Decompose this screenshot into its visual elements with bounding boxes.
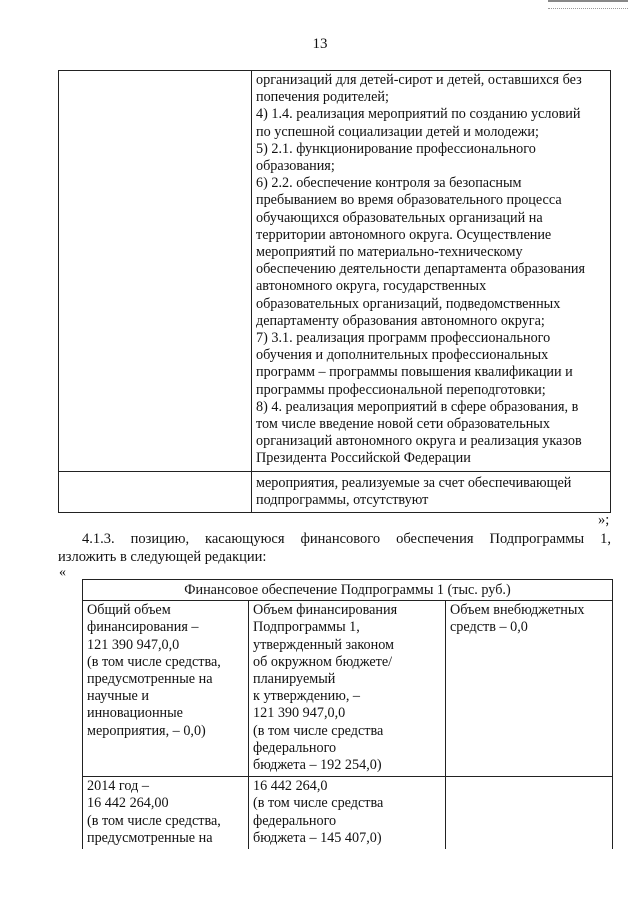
text-line: Президента Российской Федерации bbox=[256, 450, 471, 467]
text-line: инновационные bbox=[87, 705, 183, 722]
table-row bbox=[83, 601, 613, 777]
text-line: Объем внебюджетных bbox=[450, 602, 585, 619]
text-line: бюджета – 145 407,0) bbox=[253, 829, 382, 846]
total-funding-cell bbox=[83, 601, 249, 777]
text-line: обучающихся образовательных организаций на bbox=[256, 209, 543, 226]
scan-artifact-mark bbox=[548, 0, 628, 9]
continuation-table bbox=[58, 70, 611, 513]
text-line: обучения и дополнительных профессиональных bbox=[256, 347, 549, 364]
text-line: образовательных организаций, подведомственных bbox=[256, 295, 561, 312]
text-line: образования; bbox=[256, 158, 335, 175]
table-row bbox=[83, 580, 613, 601]
right-cell-provisioning bbox=[252, 471, 611, 512]
empty-left-cell bbox=[59, 71, 252, 472]
text-line: Подпрограммы 1, bbox=[253, 619, 360, 636]
text-line: подпрограммы, отсутствуют bbox=[256, 491, 429, 508]
text-line: мероприятия, реализуемые за счет обеспечивающей bbox=[256, 474, 572, 491]
text-line: 5) 2.1. функционирование профессионального bbox=[256, 140, 536, 157]
text-line: средств – 0,0 bbox=[450, 619, 528, 636]
text-line: планируемый bbox=[253, 671, 336, 688]
text-line: 6) 2.2. обеспечение контроля за безопасным bbox=[256, 175, 522, 192]
text-line: научные и bbox=[87, 688, 149, 705]
text-line: 121 390 947,0,0 bbox=[87, 636, 180, 653]
text-line: 2014 год – bbox=[87, 778, 149, 795]
text-line: организаций для детей-сирот и детей, оставшихся без bbox=[256, 72, 582, 88]
text-line: предусмотренные на bbox=[87, 829, 213, 846]
text-line: том числе введение новой сети образовательных bbox=[256, 416, 550, 433]
year-2014-approved-cell bbox=[249, 777, 446, 849]
text-line: бюджета – 192 254,0) bbox=[253, 757, 382, 774]
text-line: 7) 3.1. реализация программ профессионального bbox=[256, 330, 551, 347]
table-row bbox=[59, 71, 611, 472]
text-line: финансирования – bbox=[87, 619, 199, 636]
year-2014-total-cell bbox=[83, 777, 249, 849]
right-cell-activities bbox=[252, 71, 611, 472]
text-line: Объем финансирования bbox=[253, 602, 398, 619]
text-line: программы профессиональной переподготовки; bbox=[256, 381, 546, 398]
amendment-paragraph bbox=[58, 531, 611, 566]
text-line: организаций автономного округа и реализация указов bbox=[256, 433, 582, 450]
text-line: мероприятий по материально-техническому bbox=[256, 244, 523, 261]
page-number: 13 bbox=[312, 36, 328, 52]
text-line: 16 442 264,0 bbox=[253, 778, 328, 795]
text-line: попечения родителей; bbox=[256, 89, 389, 106]
extrabudgetary-funding-cell bbox=[446, 601, 613, 777]
finance-table-caption: Финансовое обеспечение Подпрограммы 1 (тыс. руб.) bbox=[83, 580, 613, 601]
text-line: (в том числе средства bbox=[253, 722, 384, 739]
text-line: 4) 1.4. реализация мероприятий по созданию условий bbox=[256, 106, 581, 123]
text-line: федерального bbox=[253, 739, 337, 756]
year-2014-extrabudgetary-cell bbox=[446, 777, 613, 849]
text-line: мероприятия, – 0,0) bbox=[87, 722, 206, 739]
paragraph-line: 4.1.3. позицию, касающуюся финансового обеспечения Подпрограммы 1, bbox=[82, 531, 611, 547]
text-line: территории автономного округа. Осуществление bbox=[256, 226, 552, 243]
text-line: предусмотренные на bbox=[87, 671, 213, 688]
text-line: автономного округа, государственных bbox=[256, 278, 487, 295]
closing-quote: »; bbox=[598, 512, 610, 528]
table-row bbox=[83, 777, 613, 849]
text-line: пребыванием во время образовательного процесса bbox=[256, 192, 562, 209]
text-line: программ – программы повышения квалификации и bbox=[256, 364, 573, 381]
text-line: 8) 4. реализация мероприятий в сфере образования, в bbox=[256, 398, 579, 415]
text-line: 121 390 947,0,0 bbox=[253, 705, 346, 722]
table-row bbox=[59, 471, 611, 512]
finance-table bbox=[82, 579, 613, 849]
text-line: (в том числе средства, bbox=[87, 812, 221, 829]
text-line: по успешной социализации детей и молодежи; bbox=[256, 123, 539, 140]
opening-quote: « bbox=[59, 565, 66, 580]
text-line: к утверждению, – bbox=[253, 688, 361, 705]
text-line: обеспечению деятельности департамента образования bbox=[256, 261, 586, 278]
text-line: 16 442 264,00 bbox=[87, 795, 169, 812]
text-line: об окружном бюджете/ bbox=[253, 653, 393, 670]
text-line: (в том числе средства bbox=[253, 795, 384, 812]
text-line: утвержденный законом bbox=[253, 636, 395, 653]
text-line: (в том числе средства, bbox=[87, 653, 221, 670]
approved-funding-cell bbox=[249, 601, 446, 777]
empty-left-cell bbox=[59, 471, 252, 512]
text-line: департаменту образования автономного округа; bbox=[256, 312, 545, 329]
paragraph-line: изложить в следующей редакции: bbox=[58, 548, 267, 565]
text-line: федерального bbox=[253, 812, 337, 829]
text-line: Общий объем bbox=[87, 602, 171, 619]
